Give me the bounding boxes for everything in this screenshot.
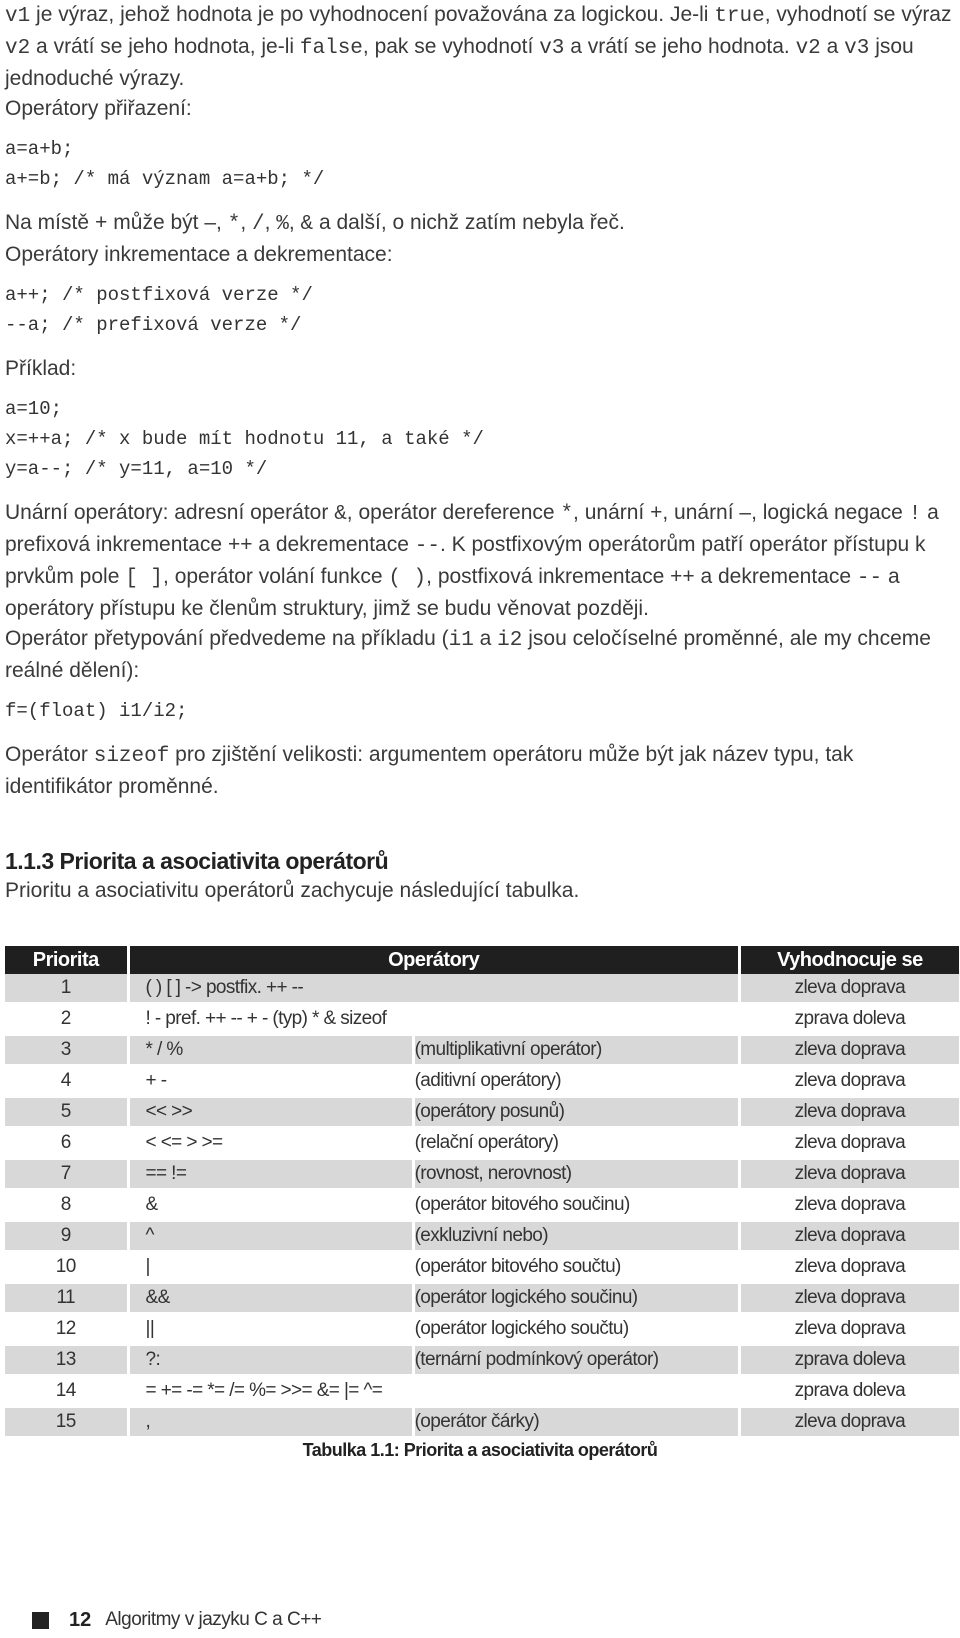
description-cell: (operátor bitového součtu) [415,1253,741,1284]
inline-code: ! [908,503,922,526]
inline-code: ( ) [388,567,427,590]
description-cell: (operátor čárky) [415,1408,741,1439]
text-run: a prefixová inkrementace ++ a dekrementace [5,501,939,556]
text-run: jsou jednoduché výrazy. [5,35,914,90]
priority-cell: 6 [5,1129,130,1160]
priority-cell: 12 [5,1315,130,1346]
operators-cell: ( ) [ ] -> postfix. ++ -- [130,974,741,1005]
text-run: . K postfixovým operátorům patří operátor přístupu k prvkům pole [5,533,926,588]
code-line: a=a+b; [5,138,74,160]
operators-cell: || [130,1315,415,1346]
operators-cell: | [130,1253,415,1284]
text-run: a další, o nichž zatím nebyla řeč. [313,211,625,234]
text-run: a [820,35,845,58]
text-run: , [216,211,228,234]
inline-code: i1 [448,629,474,652]
operators-cell: ?: [130,1346,415,1377]
operators-cell: = += -= *= /= %= >>= &= |= ^= [130,1377,741,1408]
text-run: , [264,211,277,234]
direction-cell: zleva doprava [741,1160,959,1191]
direction-cell: zleva doprava [741,1067,959,1098]
operators-cell: << >> [130,1098,415,1129]
text-run: pro zjištění velikosti: argumentem operátoru může být jak název typu, tak identifikátor proměnné. [5,743,854,798]
description-cell: (operátor logického součinu) [415,1284,741,1315]
text-run: , vyhodnotí se výraz [764,3,952,26]
description-cell: (operátor logického součtu) [415,1315,741,1346]
priority-cell: 13 [5,1346,130,1377]
priority-cell: 15 [5,1408,130,1439]
description-cell: (operátory posunů) [415,1098,741,1129]
code-line: a+=b; /* má význam a=a+b; */ [5,168,325,190]
table-row [5,1191,959,1222]
inline-code: v2 [5,37,31,60]
table-header-row [5,946,959,974]
operators-cell: && [130,1284,415,1315]
text-run: Operátor přetypování předvedeme na příkladu ( [5,627,449,650]
text-run: je výraz, jehož hodnota je po vyhodnocení považována za logickou. Je-li [30,3,715,26]
code-block-assignment [5,134,955,194]
text-run: a vrátí se jeho hodnota, je-li [30,35,300,58]
text-run: , pak se vyhodnotí [362,35,540,58]
inline-code: v1 [5,5,31,28]
table-row [5,1160,959,1191]
operators-cell: * / % [130,1036,415,1067]
paragraph-unary [5,498,955,624]
header-operators: Operátory [130,946,741,974]
operators-cell: ^ [130,1222,415,1253]
priority-cell: 5 [5,1098,130,1129]
table-row [5,1067,959,1098]
inline-code: v3 [844,37,870,60]
inline-code: true [714,5,765,28]
code-block-increment [5,280,955,340]
priority-cell: 3 [5,1036,130,1067]
table-row [5,1129,959,1160]
description-cell: (relační operátory) [415,1129,741,1160]
code-line: a++; /* postfixová verze */ [5,284,313,306]
inline-code: [ ] [125,567,164,590]
inline-code: & [300,213,314,236]
text-run: může být [107,211,205,234]
table-row [5,1346,959,1377]
direction-cell: zleva doprava [741,974,959,1005]
header-direction: Vyhodnocuje se [741,946,959,974]
table-caption: Tabulka 1.1: Priorita a asociativita operátorů [302,1440,658,1460]
priority-cell: 11 [5,1284,130,1315]
code-block-cast [5,696,955,726]
description-cell: (operátor bitového součinu) [415,1191,741,1222]
text-run: a vrátí se jeho hodnota. [564,35,796,58]
paragraph-sizeof [5,740,955,802]
code-line: x=++a; /* x bude mít hodnotu 11, a také */ [5,428,484,450]
inline-code: -- [414,535,440,558]
text-run: , [240,211,252,234]
inline-code: v3 [539,37,565,60]
text-run: , operátor dereference [346,501,561,524]
direction-cell: zleva doprava [741,1253,959,1284]
paragraph-assignment: Operátory přiřazení: [5,97,192,120]
page-content [5,0,955,906]
table-row [5,1222,959,1253]
table-row [5,1098,959,1129]
code-line: y=a--; /* y=11, a=10 */ [5,458,268,480]
direction-cell: zleva doprava [741,1408,959,1439]
text-run: , [288,211,301,234]
direction-cell: zprava doleva [741,1346,959,1377]
text-run: jsou celočíselné proměnné, ale my chceme reálné dělení): [5,627,931,682]
operators-cell: < <= > >= [130,1129,415,1160]
description-cell: (exkluzivní nebo) [415,1222,741,1253]
priority-cell: 2 [5,1005,130,1036]
priority-cell: 1 [5,974,130,1005]
inline-code: % [276,213,289,236]
priority-cell: 7 [5,1160,130,1191]
description-cell: (rovnost, nerovnost) [415,1160,741,1191]
priority-cell: 9 [5,1222,130,1253]
paragraph-compound [5,208,955,240]
inline-code: i2 [497,629,523,652]
priority-cell: 8 [5,1191,130,1222]
paragraph-ternary [5,0,955,94]
inline-code: * [227,213,241,236]
priority-cell: 10 [5,1253,130,1284]
text-run: a [473,627,498,650]
direction-cell: zleva doprava [741,1315,959,1346]
direction-cell: zleva doprava [741,1129,959,1160]
precedence-table [5,946,959,1439]
operators-cell: & [130,1191,415,1222]
table-row [5,1253,959,1284]
table-row [5,1408,959,1439]
direction-cell: zleva doprava [741,1284,959,1315]
code-line: f=(float) i1/i2; [5,700,188,722]
code-block-example [5,394,955,484]
page-footer [32,1606,321,1634]
paragraph-cast [5,624,955,686]
inline-code: false [299,37,363,60]
text-run: Na místě [5,211,95,234]
direction-cell: zleva doprava [741,1098,959,1129]
text-run: , postfixová inkrementace ++ a dekrementace [426,565,857,588]
operators-cell: ! - pref. ++ -- + - (typ) * & sizeof [130,1005,741,1036]
page-number: 12 [69,1608,92,1631]
footer-square-icon [32,1612,49,1629]
priority-cell: 4 [5,1067,130,1098]
direction-cell: zleva doprava [741,1036,959,1067]
table-row [5,1377,959,1408]
description-cell: (ternární podmínkový operátor) [415,1346,741,1377]
operators-cell: , [130,1408,415,1439]
text-run: a operátory přístupu ke členům struktury, jimž se budu věnovat později. [5,565,900,620]
operators-cell: + - [130,1067,415,1098]
text-run: , unární +, unární –, logická negace [573,501,909,524]
table-row [5,1036,959,1067]
direction-cell: zleva doprava [741,1191,959,1222]
text-run: – [204,211,217,234]
inline-code: / [251,213,265,236]
direction-cell: zprava doleva [741,1005,959,1036]
table-row [5,1284,959,1315]
text-run: Unární operátory: adresní operátor [5,501,335,524]
inline-code: -- [856,567,883,590]
table-row [5,1315,959,1346]
book-title: Algoritmy v jazyku C a C++ [105,1609,322,1630]
description-cell: (multiplikativní operátor) [415,1036,741,1067]
inline-code: * [560,503,574,526]
paragraph-increment: Operátory inkrementace a dekrementace: [5,243,393,266]
direction-cell: zprava doleva [741,1377,959,1408]
direction-cell: zleva doprava [741,1222,959,1253]
inline-code: sizeof [93,745,170,768]
paragraph-table-intro: Prioritu a asociativitu operátorů zachycuje následující tabulka. [5,879,580,902]
description-cell: (aditivní operátory) [415,1067,741,1098]
header-priority: Priorita [5,946,130,974]
priority-cell: 14 [5,1377,130,1408]
inline-code: & [334,503,347,526]
text-run: , operátor volání funkce [163,565,389,588]
operators-cell: == != [130,1160,415,1191]
code-line: --a; /* prefixová verze */ [5,314,302,336]
section-heading: 1.1.3 Priorita a asociativita operátorů [5,848,389,874]
inline-code: + [94,213,108,236]
text-run: Operátor [5,743,94,766]
table-row [5,1005,959,1036]
table-row [5,974,959,1005]
code-line: a=10; [5,398,63,420]
inline-code: v2 [795,37,821,60]
paragraph-example-label: Příklad: [5,357,77,380]
